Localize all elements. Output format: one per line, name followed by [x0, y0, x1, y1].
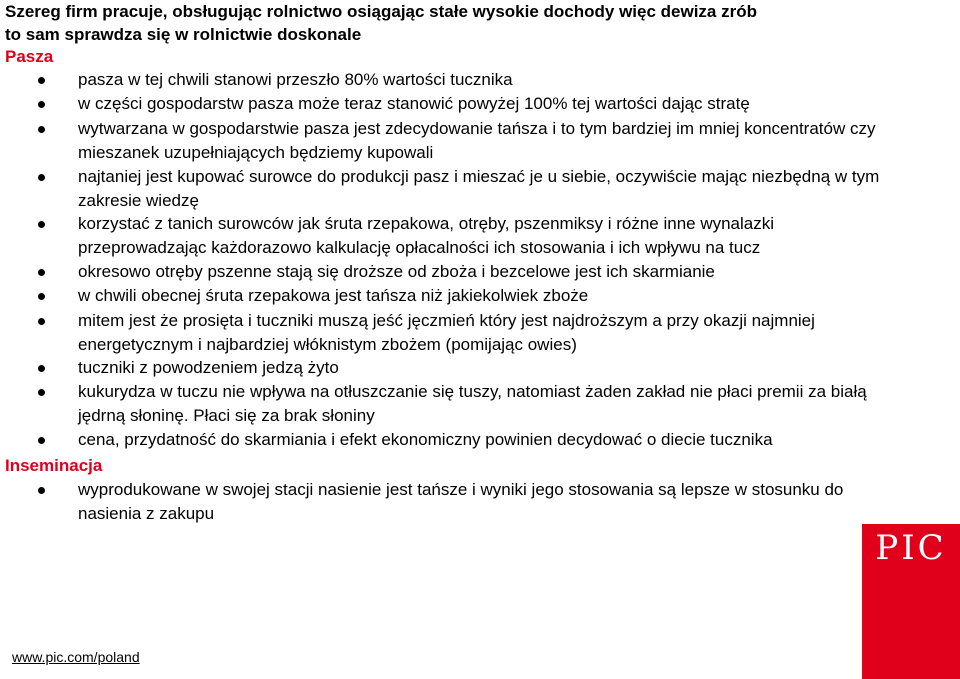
pasza-bullet-list — [0, 68, 900, 452]
list-item — [0, 309, 900, 356]
bullet-icon — [38, 221, 45, 228]
list-item — [0, 92, 900, 117]
bullet-icon — [38, 437, 45, 444]
bullet-icon — [38, 487, 45, 494]
list-item-text: okresowo otręby pszenne stają się droższe od zboża i bezcelowe jest ich skarmianie — [78, 262, 715, 281]
list-item — [0, 284, 900, 309]
list-item-text: wyprodukowane w swojej stacji nasienie jest tańsze i wyniki jego stosowania są lepsze w stosunku do nasienia z zakupu — [78, 480, 844, 523]
heading-line-2: to sam sprawdza się w rolnictwie doskonale — [5, 25, 362, 44]
list-item-text: mitem jest że prosięta i tuczniki muszą jeść jęczmień który jest najdroższym a przy okazji najmniej energetycznym i najbardziej włóknistym zbożem (pomijając owies) — [78, 311, 815, 354]
list-item — [0, 380, 900, 428]
section-title-pasza: Pasza — [5, 47, 54, 66]
inseminacja-bullet-list — [0, 478, 900, 526]
list-item-text: w chwili obecnej śruta rzepakowa jest tańsza niż jakiekolwiek zboże — [78, 286, 589, 305]
footer-website-link[interactable]: www.pic.com/poland — [12, 649, 140, 665]
bullet-icon — [38, 293, 45, 300]
bullet-icon — [38, 365, 45, 372]
list-item — [0, 117, 900, 165]
bullet-icon — [38, 269, 45, 276]
heading-line-1: Szereg firm pracuje, obsługując rolnictwo osiągając stałe wysokie dochody więc dewiza zrób — [5, 2, 757, 21]
list-item — [0, 260, 900, 284]
list-item — [0, 478, 900, 526]
list-item-text: w części gospodarstw pasza może teraz stanowić powyżej 100% tej wartości dając stratę — [78, 94, 750, 113]
list-item — [0, 428, 900, 452]
list-item-text: pasza w tej chwili stanowi przeszło 80% wartości tucznika — [78, 70, 513, 89]
page-heading — [5, 0, 955, 46]
pic-logo-text: PIC — [875, 528, 947, 568]
bullet-icon — [38, 174, 45, 181]
list-item-text: kukurydza w tuczu nie wpływa na otłuszczanie się tuszy, natomiast żaden zakład nie płaci premii za białą jędrną słoninę. Płaci się za brak słoniny — [78, 382, 867, 425]
bullet-icon — [38, 101, 45, 108]
list-item-text: wytwarzana w gospodarstwie pasza jest zdecydowanie tańsza i to tym bardziej im mniej koncentratów czy mieszanek uzupełniających będziemy kupowali — [78, 119, 876, 162]
list-item — [0, 356, 900, 380]
list-item — [0, 68, 900, 92]
list-item-text: cena, przydatność do skarmiania i efekt ekonomiczny powinien decydować o diecie tucznika — [78, 430, 773, 449]
pic-logo — [862, 524, 960, 679]
list-item — [0, 165, 900, 212]
list-item — [0, 212, 900, 260]
list-item-text: najtaniej jest kupować surowce do produkcji pasz i mieszać je u siebie, oczywiście mając niezbędną w tym zakresie wiedzę — [78, 167, 880, 210]
list-item-text: korzystać z tanich surowców jak śruta rzepakowa, otręby, pszenmiksy i różne inne wynalazki przeprowadzając każdorazowo kalkulację opłacalności ich stosowania i ich wpływu na tucz — [78, 214, 775, 257]
bullet-icon — [38, 126, 45, 133]
list-item-text: tuczniki z powodzeniem jedzą żyto — [78, 358, 339, 377]
bullet-icon — [38, 318, 45, 325]
bullet-icon — [38, 389, 45, 396]
section-title-inseminacja: Inseminacja — [5, 456, 103, 475]
bullet-icon — [38, 77, 45, 84]
